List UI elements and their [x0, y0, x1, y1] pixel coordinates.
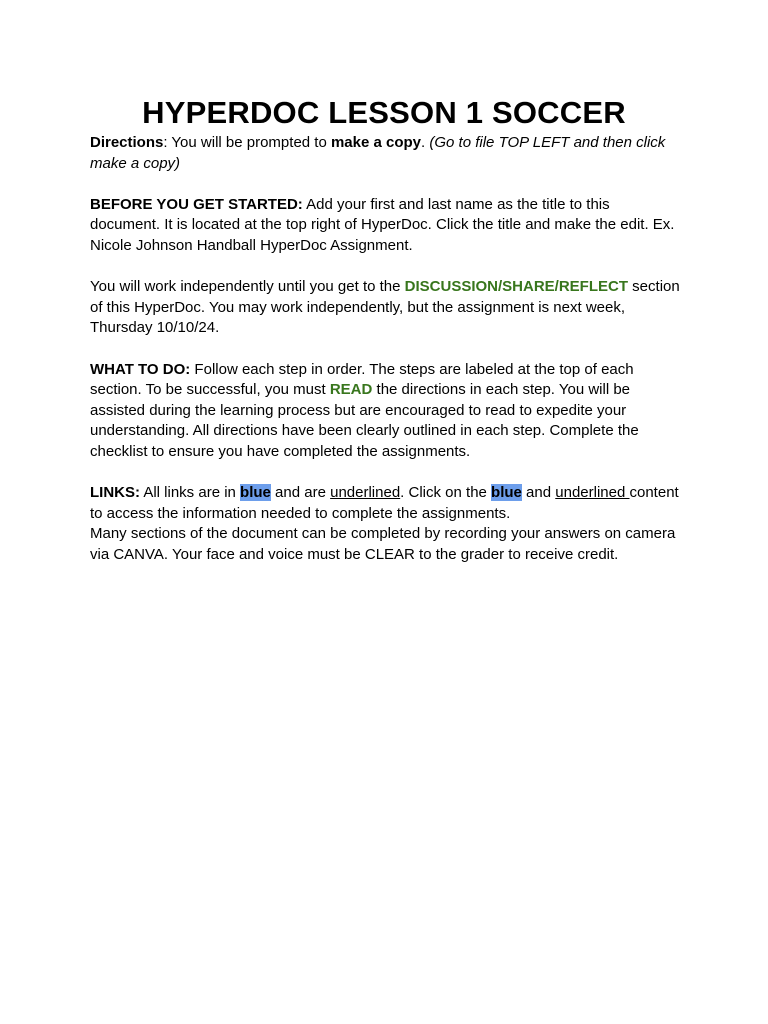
- directions-text-1: : You will be prompted to: [163, 134, 331, 151]
- page-title: HYPERDOC LESSON 1 SOCCER: [142, 95, 626, 130]
- what-to-do-text-2: the directions in each step. You will be assisted during the learning process but are encouraged to read to expedite your understanding. All directions have been clearly outlined in each step. Complete the checklist to ensure you have completed the assignments.: [90, 381, 639, 460]
- make-a-copy-text: make a copy: [330, 134, 422, 151]
- directions-label: Directions: [90, 134, 164, 151]
- spacer: [90, 339, 678, 360]
- spacer: [90, 174, 678, 195]
- discussion-share-reflect-text: DISCUSSION/SHARE/REFLECT: [404, 278, 629, 296]
- spacer: [90, 257, 678, 278]
- independent-text-1: You will work independently until you get to the: [90, 278, 405, 296]
- spacer: [90, 463, 678, 484]
- blue-highlight-2: blue: [491, 484, 522, 502]
- links-label: LINKS:: [90, 484, 140, 502]
- before-you-start-paragraph: [90, 195, 680, 257]
- links-text-2: and are: [270, 484, 331, 502]
- links-text-5: content to access the information needed to complete the assignments.: [90, 484, 679, 522]
- independent-text-2: section of this HyperDoc. You may work independently, but the assignment is next week, Thursday 10/10/24.: [90, 278, 680, 337]
- before-label: BEFORE YOU GET STARTED:: [90, 195, 303, 213]
- read-highlight-text: READ: [329, 381, 373, 399]
- links-paragraph: [90, 483, 680, 565]
- links-text-1: All links are in: [140, 484, 241, 502]
- underlined-text-2: underlined: [555, 484, 630, 502]
- what-to-do-text-1: Follow each step in order. The steps are labeled at the top of each section. To be successful, you must: [90, 360, 634, 399]
- directions-italic-note: (Go to file TOP LEFT and then click make a copy): [90, 134, 666, 172]
- before-text: Add your first and last name as the title to this document. It is located at the top right of HyperDoc. Click the title and make the edit. Ex. Nicole Johnson Handball HyperDoc Assignment.: [90, 195, 675, 254]
- independent-work-paragraph: [90, 277, 680, 339]
- links-text-4: and: [521, 484, 556, 502]
- directions-text-2: .: [421, 134, 430, 151]
- blue-highlight-1: blue: [240, 484, 271, 502]
- what-to-do-label: WHAT TO DO:: [90, 360, 191, 378]
- directions-paragraph: [90, 133, 680, 174]
- links-canva-text: Many sections of the document can be completed by recording your answers on camera via CANVA. Your face and voice must be CLEAR to the grader to receive credit.: [90, 525, 676, 563]
- links-text-3: . Click on the: [400, 484, 492, 502]
- what-to-do-paragraph: [90, 360, 680, 463]
- underlined-text-1: underlined: [330, 484, 401, 502]
